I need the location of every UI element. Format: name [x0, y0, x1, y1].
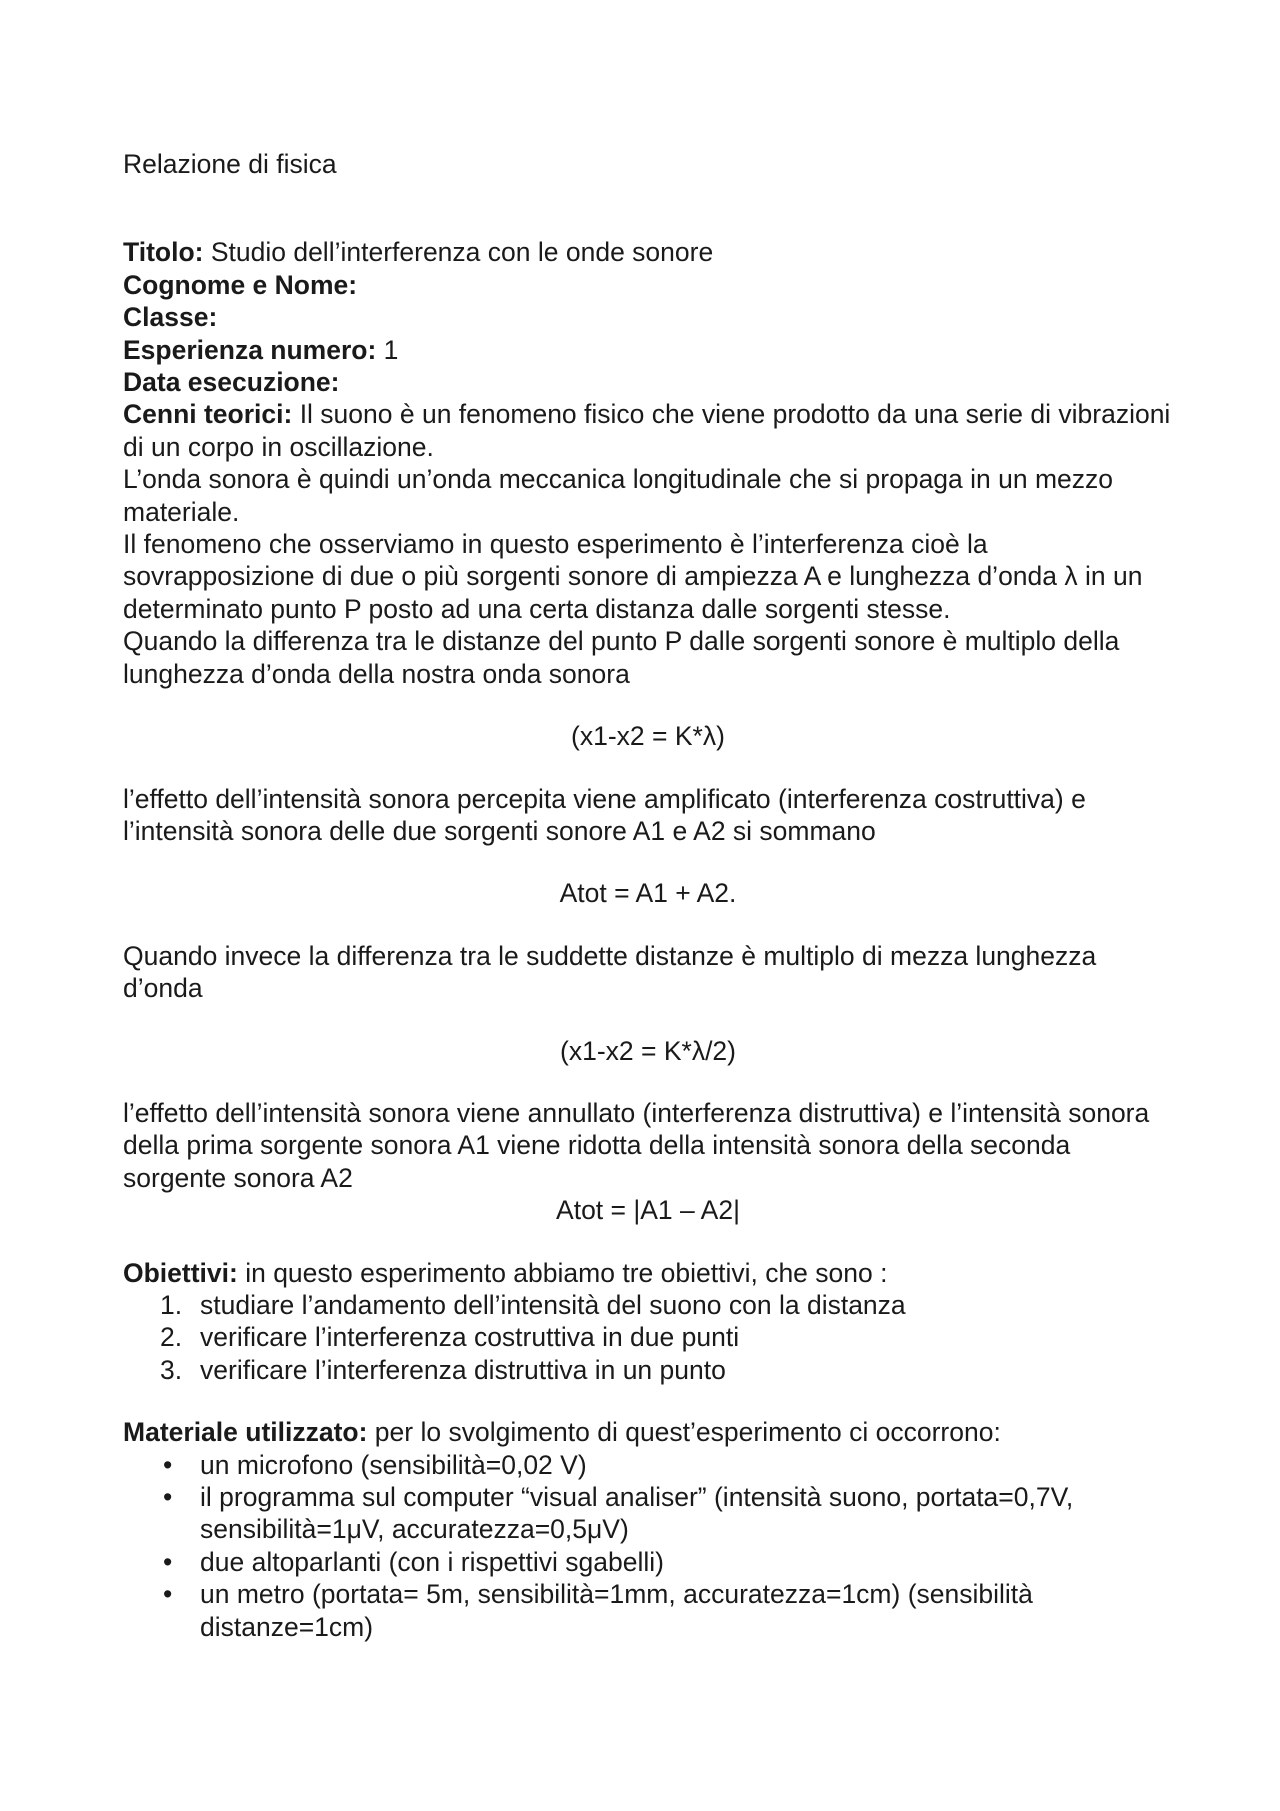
materiale-item — [123, 1546, 1173, 1578]
obiettivi-item — [123, 1289, 1173, 1321]
classe-line — [123, 301, 1173, 333]
esperienza-value: 1 — [376, 334, 399, 365]
obiettivi-label: Obiettivi: — [123, 1257, 238, 1288]
materiale-item-text: un metro (portata= 5m, sensibilità=1mm, accuratezza=1cm) (sensibilità distanze=1cm) — [200, 1579, 1033, 1642]
cenni-paragraph-4: Quando la differenza tra le distanze del punto P dalle sorgenti sonore è multiplo della lunghezza d’onda della nostra onda sonora — [123, 626, 1127, 689]
list-number: 2. — [160, 1322, 183, 1353]
obiettivi-item-text: studiare l’andamento dell’intensità del suono con la distanza — [200, 1289, 906, 1320]
cenni-label: Cenni teorici: — [123, 399, 293, 430]
materiale-item — [123, 1481, 1173, 1546]
classe-label: Classe: — [123, 302, 218, 333]
titolo-line — [123, 236, 1173, 268]
formula-constructive-sum: Atot = A1 + A2. — [559, 878, 737, 909]
materiale-intro: per lo svolgimento di quest’esperimento ci occorrono: — [367, 1417, 1001, 1448]
formula-destructive-condition: (x1-x2 = K*λ/2) — [560, 1035, 736, 1066]
obiettivi-item — [123, 1321, 1173, 1353]
obiettivi-item-text: verificare l’interferenza costruttiva in due punti — [200, 1322, 740, 1353]
cognome-line — [123, 269, 1173, 301]
materiale-list — [123, 1449, 1173, 1643]
obiettivi-intro: in questo esperimento abbiamo tre obiettivi, che sono : — [237, 1257, 888, 1288]
formula-destructive-difference: Atot = |A1 – A2| — [556, 1195, 740, 1226]
cenni-paragraph-3: Il fenomeno che osserviamo in questo esperimento è l’interferenza cioè la sovrapposizione di due o più sorgenti sonore di ampiezza A e lunghezza d’onda λ in un determinato punto P posto ad una certa distanza dalle sorgenti stesse. — [123, 529, 1150, 624]
materiale-item — [123, 1449, 1173, 1481]
cenni-text-1: Il suono è un fenomeno fisico che viene prodotto da una serie di vibrazioni di un corpo in oscillazione. — [123, 399, 1178, 462]
cognome-label: Cognome e Nome: — [123, 269, 358, 300]
data-label: Data esecuzione: — [123, 367, 340, 398]
data-line — [123, 366, 1173, 398]
cenni-paragraph-6: Quando invece la differenza tra le suddette distanze è multiplo di mezza lunghezza d’onda — [123, 940, 1104, 1004]
materiale-item-text: il programma sul computer “visual analiser” (intensità suono, portata=0,7V, sensibilità=1μV, accuratezza=0,5μV) — [200, 1482, 1074, 1545]
titolo-label: Titolo: — [123, 237, 204, 268]
list-number: 1. — [160, 1289, 183, 1320]
document-title: Relazione di fisica — [123, 149, 337, 179]
materiale-line — [123, 1416, 1173, 1448]
cenni-paragraph-1 — [123, 398, 1178, 463]
cenni-paragraph-7: l’effetto dell’intensità sonora viene annullato (interferenza distruttiva) e l’intensità sonora della prima sorgente sonora A1 viene ridotta della intensità sonora della seconda sorgente sonora A2 — [123, 1097, 1157, 1193]
titolo-value: Studio dell’interferenza con le onde sonore — [203, 237, 714, 268]
bullet-icon: • — [163, 1449, 173, 1480]
cenni-paragraph-5: l’effetto dell’intensità sonora percepita viene amplificato (interferenza costruttiva) e l’intensità sonora delle due sorgenti sonore A1 e A2 si sommano — [123, 783, 1094, 846]
list-number: 3. — [160, 1354, 183, 1385]
esperienza-label: Esperienza numero: — [123, 334, 377, 365]
bullet-icon: • — [163, 1482, 173, 1512]
obiettivi-item-text: verificare l’interferenza distruttiva in un punto — [200, 1354, 726, 1385]
obiettivi-list — [123, 1289, 1173, 1386]
bullet-icon: • — [163, 1579, 173, 1610]
formula-constructive-condition: (x1-x2 = K*λ) — [571, 721, 725, 752]
esperienza-line — [123, 334, 1173, 366]
cenni-paragraph-2: L’onda sonora è quindi un’onda meccanica longitudinale che si propaga in un mezzo materiale. — [123, 464, 1121, 527]
materiale-item — [123, 1578, 1173, 1643]
materiale-item-text: due altoparlanti (con i rispettivi sgabelli) — [200, 1546, 664, 1577]
materiale-label: Materiale utilizzato: — [123, 1417, 368, 1448]
document-page — [123, 148, 1178, 1643]
bullet-icon: • — [163, 1546, 173, 1577]
materiale-item-text: un microfono (sensibilità=0,02 V) — [200, 1449, 587, 1480]
obiettivi-line — [123, 1257, 1173, 1289]
obiettivi-item — [123, 1354, 1173, 1386]
